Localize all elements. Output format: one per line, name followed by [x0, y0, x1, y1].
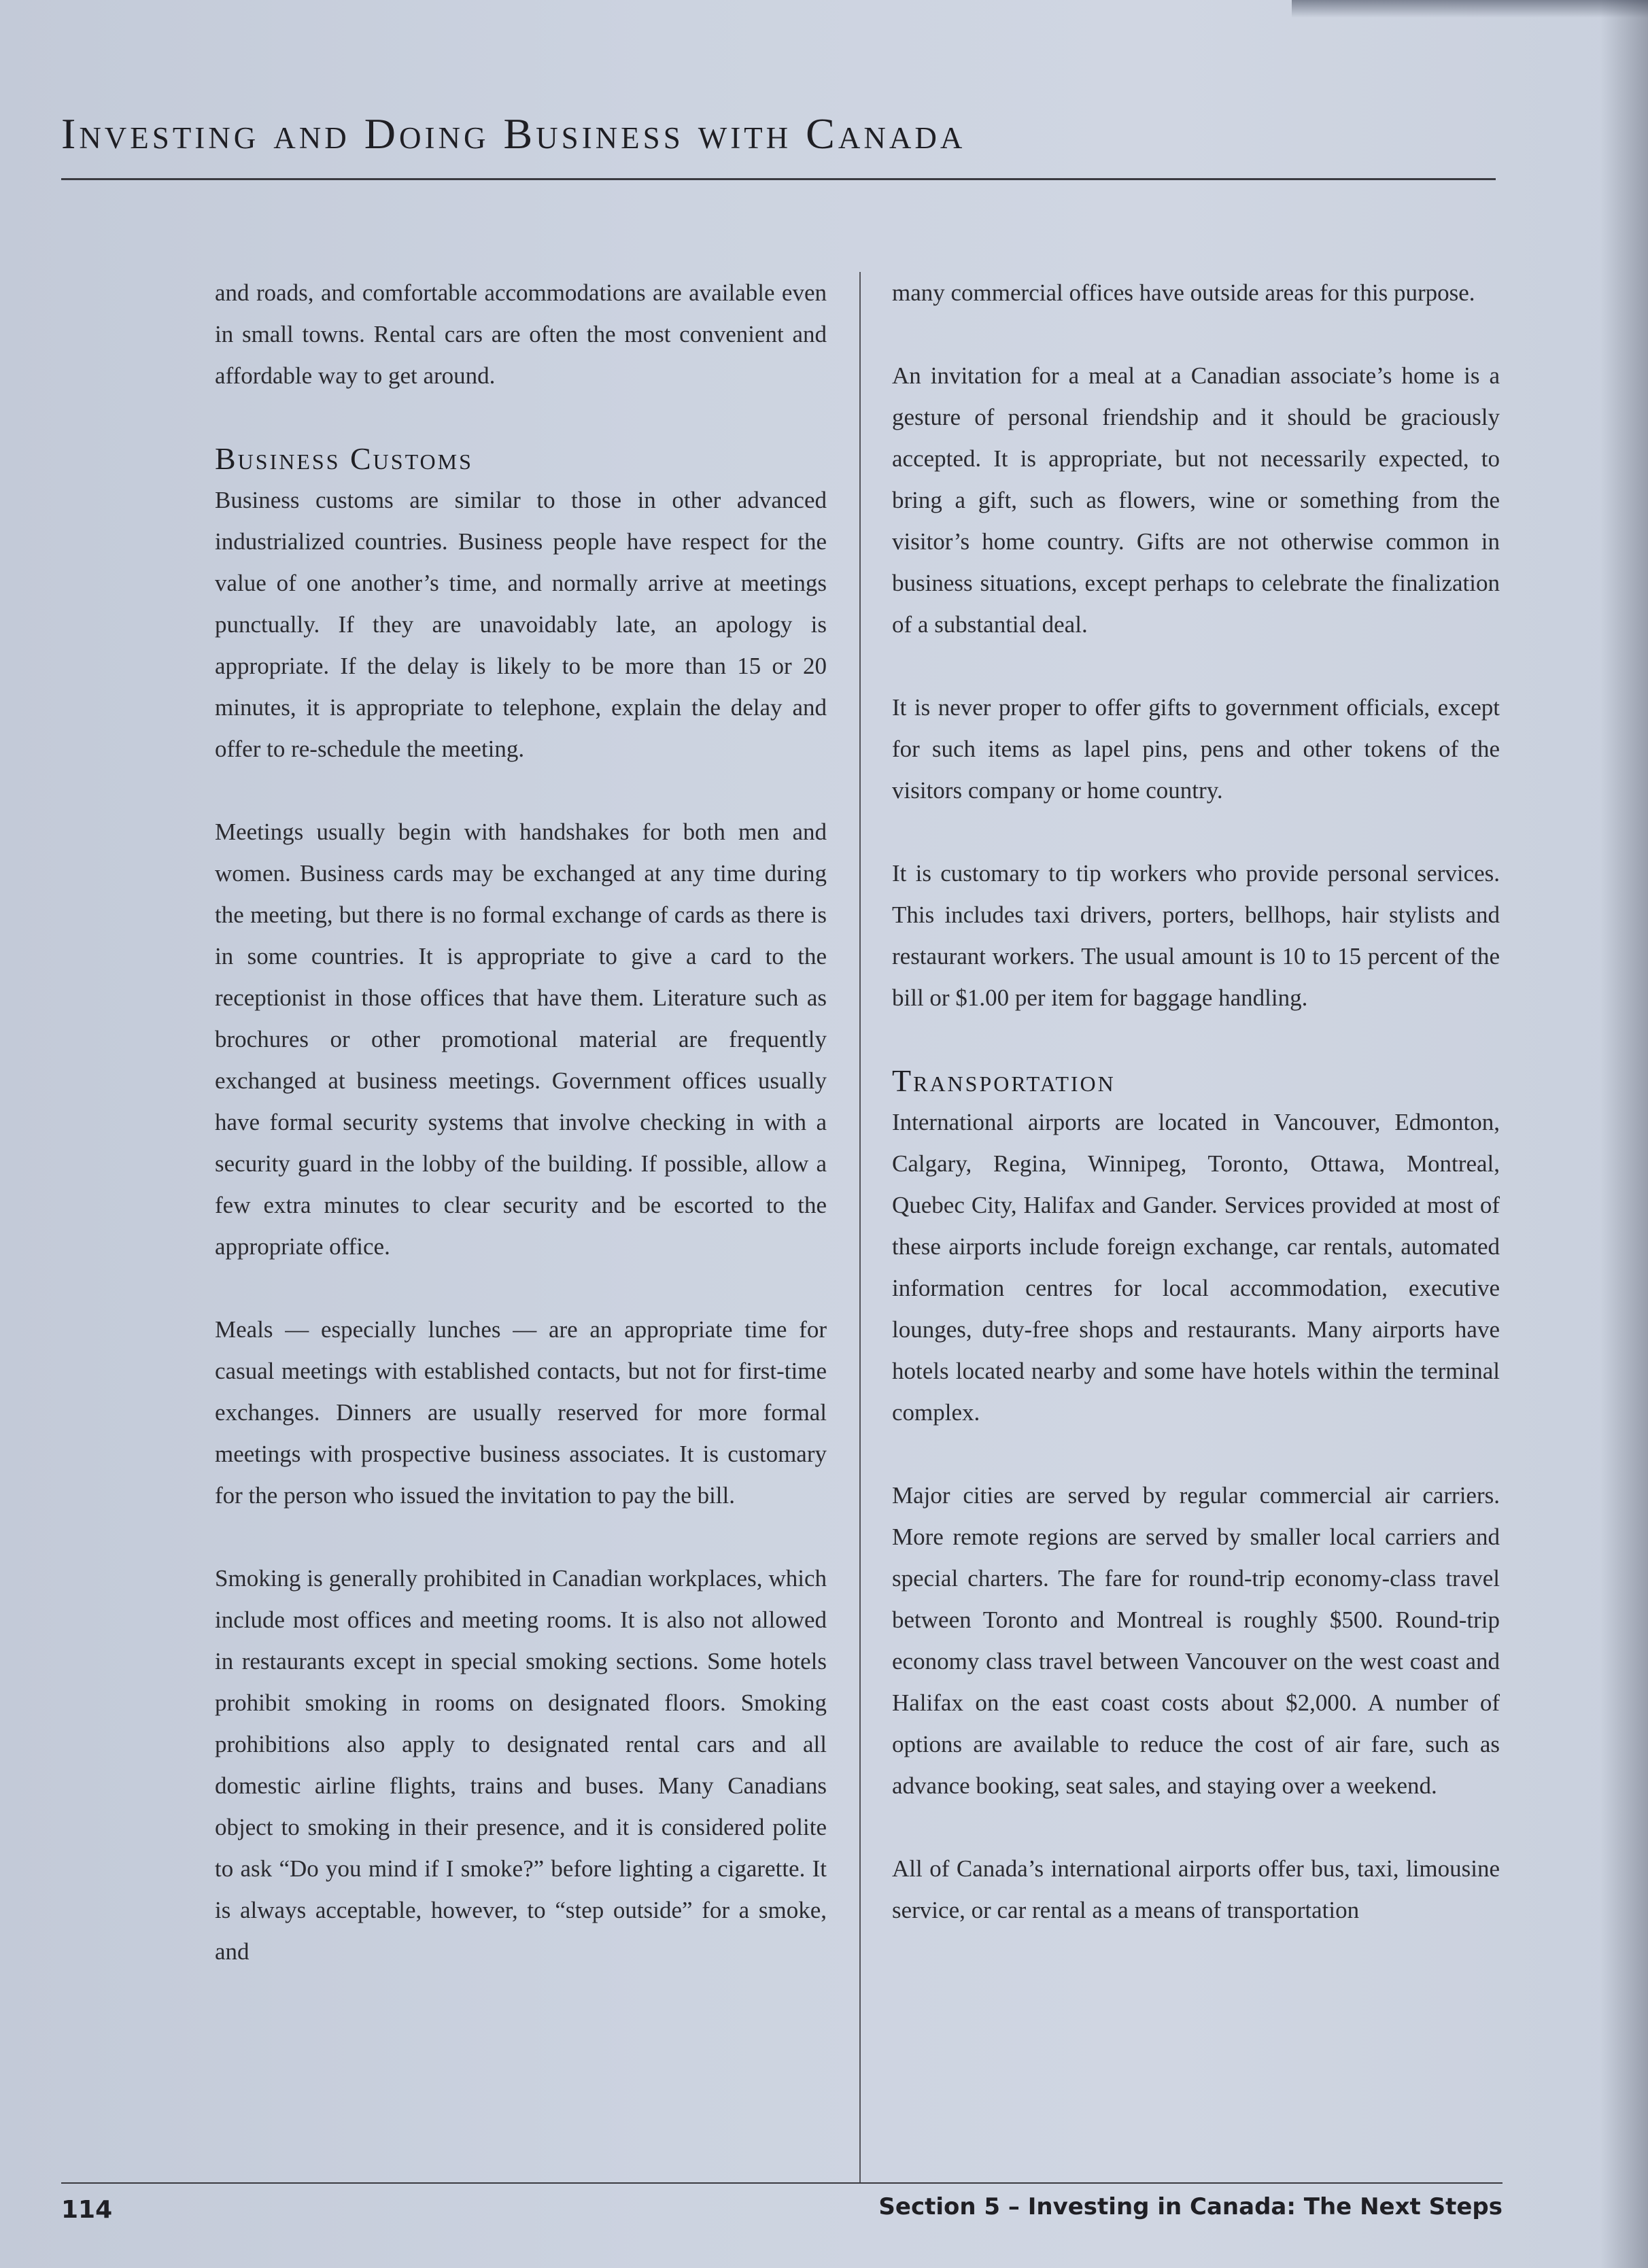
air-carriers-paragraph: Major cities are served by regular commercial air carriers. More remote regions are served by smaller local carriers and special charters. The fare for round-trip economy-class travel between Toronto and Montreal is roughly $500. Round-trip economy class travel between Vancouver on the west coast and Halifax on the east coast costs about $2,000. A number of options are available to reduce the cost of air fare, such as advance booking, seat sales, and staying over a weekend.	[892, 1482, 1500, 1799]
footer-rule	[61, 2182, 1503, 2184]
airports-paragraph: International airports are located in Vancouver, Edmonton, Calgary, Regina, Winnipeg, Toronto, Ottawa, Montreal, Quebec City, Halifax and Gander. Services provided at most of these airports include foreign exchange, car rentals, automated information centres for local accommodation, executive lounges, duty-free shops and restaurants. Many airports have hotels located nearby and some have hotels within the terminal complex.	[892, 1109, 1500, 1426]
transportation-heading: Transportation	[892, 1063, 1116, 1098]
intro-paragraph: and roads, and comfortable accommodations are available even in small towns. Rental cars are often the most convenient and affordable way to get around.	[215, 279, 827, 389]
page-number: 114	[61, 2196, 113, 2224]
meetings-paragraph: Meetings usually begin with handshakes for both men and women. Business cards may be exchanged at any time during the meeting, but there is no formal exchange of cards as there is in some countries. It is appropriate to give a card to the receptionist in those offices that have them. Literature such as brochures or other promotional material are frequently exchanged at business meetings. Government offices usually have formal security systems that involve checking in with a security guard in the lobby of the building. If possible, allow a few extra minutes to clear security and be escorted to the appropriate office.	[215, 819, 827, 1260]
gifts-paragraph: It is never proper to offer gifts to government officials, except for such items as lapel pins, pens and other tokens of the visitors company or home country.	[892, 694, 1500, 804]
page-edge-shadow	[1292, 0, 1648, 18]
ground-transport-paragraph: All of Canada’s international airports offer bus, taxi, limousine service, or car rental as a means of transportation	[892, 1855, 1500, 1923]
running-head: Investing and Doing Business with Canada	[61, 109, 966, 158]
column-divider	[859, 272, 861, 2182]
smoking-paragraph: Smoking is generally prohibited in Canadian workplaces, which include most offices and meeting rooms. It is also not allowed in restaurants except in special smoking sections. Some hotels prohibit smoking in rooms on designated floors. Smoking prohibitions also apply to designated rental cars and all domestic airline flights, trains and buses. Many Canadians object to smoking in their presence, and it is considered polite to ask “Do you mind if I smoke?” before lighting a cigarette. It is always acceptable, however, to “step outside” for a smoke, and	[215, 1565, 827, 1965]
outside-areas-paragraph: many commercial offices have outside areas for this purpose.	[892, 279, 1475, 306]
meals-paragraph: Meals — especially lunches — are an appropriate time for casual meetings with established contacts, but not for first-time exchanges. Dinners are usually reserved for more formal meetings with prospective business associates. It is customary for the person who issued the invitation to pay the bill.	[215, 1316, 827, 1509]
right-column	[892, 272, 1500, 1931]
invitation-paragraph: An invitation for a meal at a Canadian associate’s home is a gesture of personal friendship and it should be graciously accepted. It is appropriate, but not necessarily expected, to bring a gift, such as flowers, wine or something from the visitor’s home country. Gifts are not otherwise common in business situations, except perhaps to celebrate the finalization of a substantial deal.	[892, 362, 1500, 638]
tipping-paragraph: It is customary to tip workers who provide personal services. This includes taxi drivers, porters, bellhops, hair stylists and restaurant workers. The usual amount is 10 to 15 percent of the bill or $1.00 per item for baggage handling.	[892, 860, 1500, 1011]
punctuality-paragraph: Business customs are similar to those in other advanced industrialized countries. Business people have respect for the value of one another’s time, and normally arrive at meetings punctually. If they are unavoidably late, an apology is appropriate. If the delay is likely to be more than 15 or 20 minutes, it is appropriate to telephone, explain the delay and offer to re-schedule the meeting.	[215, 487, 827, 762]
business-customs-heading: Business Customs	[215, 441, 473, 476]
header-rule	[61, 178, 1496, 180]
left-column	[215, 272, 827, 1972]
page-gutter-shadow	[1600, 0, 1648, 2268]
section-footer: Section 5 – Investing in Canada: The Next Steps	[878, 2193, 1503, 2220]
